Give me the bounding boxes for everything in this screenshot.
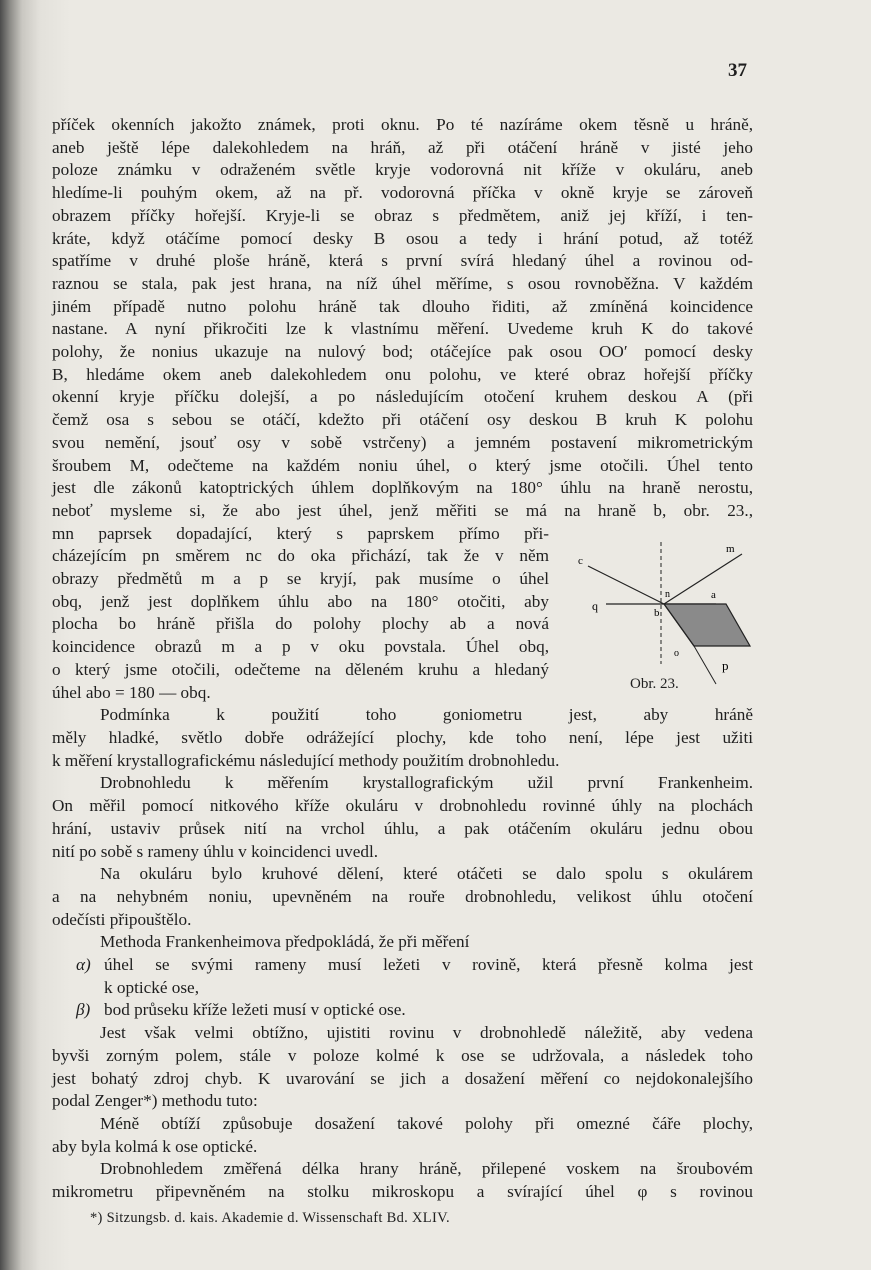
incident-ray — [664, 554, 742, 604]
text-line: obrazem příčky hořejší. Kryje-li se obraz s předmětem, aniž jej kříží, i ten- — [52, 205, 753, 225]
text-line: Methoda Frankenheimova předpokládá, že při měření — [100, 932, 470, 952]
figure-caption: Obr. 23. — [630, 676, 679, 692]
text-line: Podmínka k použití toho goniometru jest, aby hráně — [100, 705, 753, 725]
text-line: spatříme v druhé ploše hráně, která s první svírá hledaný úhel a rovinou od- — [52, 251, 753, 271]
page-number: 37 — [728, 60, 747, 81]
text-line: svou nemění, jsouť osy v sobě vstrčeny) a jemném postavení mikrometrickým — [52, 432, 753, 452]
text-line: čemž osa s sebou se otáčí, kdežto při otáčení osy deskou B kruh K polohu — [52, 410, 753, 430]
list-item — [52, 954, 753, 999]
text-line: plocha bo hráně přišla do polohy plochy ab a nová — [52, 614, 549, 634]
text-line: polohy, že nonius ukazuje na nulový bod; otáčejíce pak osou OO′ pomocí desky — [52, 342, 753, 362]
label-m: m — [726, 543, 735, 555]
list-item-line — [76, 999, 753, 1022]
text-line: hledíme-li pouhým okem, až na př. vodorovná příčka v okně kryje se zároveň — [52, 183, 753, 203]
text-line: jest bohatý zdroj chyb. K uvarování se jich a dosažení měření co nejdokonalejšího — [52, 1068, 753, 1088]
text-line: nití po sobě s rameny úhlu v koincidenci uvedl. — [52, 841, 379, 861]
label-q: q — [592, 599, 598, 613]
text-line: neboť mysleme si, že abo jest úhel, jenž měřiti se má na hraně b, obr. 23., — [52, 500, 753, 520]
text-line: šroubem M, odečteme na každém noniu úhel, o který jsme otočili. Úhel tento — [52, 455, 753, 475]
text-line: poloze známku v odraženém světle kryje vodorovná nit kříže v okuláru, aneb — [52, 160, 753, 180]
text-line: odečísti připouštělo. — [52, 909, 192, 929]
label-a: a — [711, 589, 716, 601]
list-item-line: k optické ose, — [104, 977, 199, 997]
label-o: o — [674, 648, 679, 659]
text-line: aby byla kolmá k ose optické. — [52, 1136, 258, 1156]
label-b: b — [654, 607, 660, 619]
text-line: a na nehybném noniu, upevněném na rouře drobnohledu, velikost úhlu otočení — [52, 886, 753, 906]
text-line: jiném případě nutno polohu hráně tak dlouho řiditi, až zmíněná koincidence — [52, 296, 753, 316]
text-line: k měření krystallografickému následující methody použitím drobnohledu. — [52, 750, 560, 770]
list-marker: β) — [76, 1000, 91, 1020]
text-line: Jest však velmi obtížno, ujistiti rovinu v drobnohledě náležitě, aby vedena — [100, 1023, 753, 1043]
list-item-line — [76, 954, 753, 977]
text-line: mikrometru připevněném na stolku mikroskopu a svírající úhel φ s rovinou — [52, 1182, 753, 1202]
text-line: Méně obtíží způsobuje dosažení takové polohy při omezné čáře plochy, — [100, 1113, 753, 1133]
text-line: nastane. A nyní přikročiti lze k vlastnímu měření. Uvedeme kruh K do takové — [52, 319, 753, 339]
text-line: raznou se stala, pak jest hrana, na níž úhel měříme, s osou rovnoběžna. V každém — [52, 273, 753, 293]
label-p: p — [722, 658, 729, 673]
text-line: Drobnohledu k měřením krystallografickým užil první Frankenheim. — [100, 773, 753, 793]
figure-23-diagram — [566, 536, 761, 696]
list-text: bod průseku kříže ležeti musí v optické ose. — [104, 1000, 406, 1020]
label-c: c — [578, 555, 583, 567]
text-line: obq, jenž jest doplňkem úhlu abo na 180° otočiti, aby — [52, 591, 549, 611]
text-line: On měřil pomocí nitkového kříže okuláru v drobnohledu rovinné úhly na plochách — [52, 796, 753, 816]
list-marker: α) — [76, 955, 91, 975]
text-line: Na okuláru bylo kruhové dělení, které otáčeti se dalo spolu s okulárem — [100, 864, 753, 884]
text-line: jest dle zákonů katoptrických úhlem doplňkovým na 180° úhlu na hraně nerostu, — [52, 478, 753, 498]
footnote: *) Sitzungsb. d. kais. Akademie d. Wissenschaft Bd. XLIV. — [90, 1210, 450, 1226]
text-line: o který jsme otočili, odečteme na děleném kruhu a hledaný — [52, 659, 549, 679]
text-line: byvši zorným polem, stále v poloze kolmé k ose se udržovala, a následek toho — [52, 1045, 753, 1065]
text-line: cházejícím pn směrem nc do oka přichází, tak že v něm — [52, 546, 549, 566]
text-line: kráte, když otáčíme pomocí desky B osou a tedy i hrání potud, až totéž — [52, 228, 753, 248]
text-line: podal Zenger*) methodu tuto: — [52, 1091, 258, 1111]
text-line: B, hledáme okem aneb dalekohledem onu polohu, ve které obraz hořejší příčky — [52, 364, 753, 384]
text-line: příček okenních jakožto známek, proti oknu. Po té nazíráme okem těsně u hráně, — [52, 115, 753, 134]
list-text: úhel se svými rameny musí ležeti v rovině, která přesně kolma jest — [104, 955, 753, 975]
reflected-ray — [588, 566, 664, 604]
text-line: okenní kryje příčku dolejší, a po následujícím otočení kruhem deskou A (při — [52, 387, 753, 407]
text-line: koincidence obrazů m a p v oku povstala. Úhel obq, — [52, 637, 549, 657]
text-line: obrazy předmětů m a p se kryjí, pak musíme o úhel — [52, 569, 549, 589]
text-line: Drobnohledem změřená délka hrany hráně, přilepené voskem na šroubovém — [100, 1159, 753, 1179]
label-n: n — [665, 589, 670, 600]
crystal-edge — [664, 604, 750, 646]
text-line: aneb ještě lépe dalekohledem na hráň, až při otáčení hráně v jisté jeho — [52, 137, 753, 157]
text-line: úhel abo = 180 — obq. — [52, 682, 211, 702]
ray-p — [694, 646, 716, 684]
list-item — [52, 999, 753, 1022]
text-line: měly hladké, světlo dobře odrážející plochy, kde toho není, lépe jest užiti — [52, 727, 753, 747]
text-line: hrání, ustaviv průsek nití na vrchol úhlu, a pak otáčením okuláru jednu obou — [52, 818, 753, 838]
text-line: mn paprsek dopadající, který s paprskem přímo při- — [52, 523, 549, 543]
